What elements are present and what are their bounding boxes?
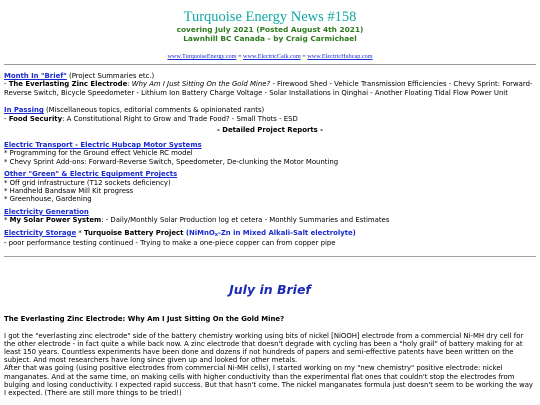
other-green-section xyxy=(4,170,536,204)
in-passing-link[interactable]: In Passing xyxy=(4,106,44,115)
link-separator: = xyxy=(237,53,242,60)
site-links xyxy=(4,53,536,61)
other-green-link[interactable]: Other "Green" & Electric Equipment Projects xyxy=(4,170,178,179)
section-divider xyxy=(4,256,536,257)
electric-transport-section xyxy=(4,141,536,166)
battery-topics: - poor performance testing continued - Trying to make a one-piece copper can from copper pipe xyxy=(4,239,336,248)
in-passing-topics: : A Constitutional Right to Grow and Trade Food? - Small Thots - ESD xyxy=(62,114,298,123)
zinc-electrode-title: The Everlasting Zinc Electrode xyxy=(8,80,128,89)
month-in-brief-desc: (Project Summaries etc.) xyxy=(66,72,155,80)
in-passing-desc: (Miscellaneous topics, editorial comments & opinionated rants) xyxy=(43,106,265,115)
list-dash: - xyxy=(4,114,9,123)
in-passing-section xyxy=(4,106,536,123)
electricity-generation-section xyxy=(4,208,536,225)
month-topics: - Firewood Shed - Vehicle Transmission Efficiencies - Chevy Sprint: Forward-Reverse Switch, Bicycle Speedometer - Lithium Ion Battery Charge Voltage - Solar Installations in Qinghai - Another Floating Tidal Flow Power Unit xyxy=(4,80,533,97)
link-separator: = xyxy=(302,53,306,60)
battery-chemistry-subscript: x xyxy=(214,231,218,238)
list-item: * Chevy Sprint Add-ons: Forward-Reverse Switch, Speedometer, De-clunking the Motor Mounting xyxy=(4,157,339,166)
battery-chemistry-b: -Zn in Mixed Alkali-Salt electrolyte) xyxy=(217,228,356,237)
list-item: * Handheld Bandsaw Mill Kit progress xyxy=(4,187,134,196)
article-paragraph: After that was going (using positive electrodes from commercial Ni-MH cells), I started working on my "new chemistry" positive electrode: nickel manganates. And at the same time, on making cells with higher conductivity than the experimental flat ones that couldn't stop the electrodes from bulging and losing conductivity. I expected rapid success. But that hasn't come. The nickel manganates formula just doesn't seem to be working the way I expected. (There are still more things to be tried!) xyxy=(4,364,533,397)
article-paragraph: I got the "everlasting zinc electrode" side of the battery chemistry working using bits of nickel [NiOOH] electrode from a commercial Ni-MH dry cell for the other electrode - in fact quite a while back now. A zinc electrode that doesn't degrade with cycling has been a "holy grail" of battery making for at least 150 years. Countless experiments have been done and dozens if not hundreds of papers and semi-effective patents have been written on the subject. And most researchers have long since given up and looked for other metals. xyxy=(4,331,524,365)
newsletter-title: Turquoise Energy News #158 xyxy=(183,9,357,25)
electricity-generation-link[interactable]: Electricity Generation xyxy=(4,207,89,216)
star: * xyxy=(76,228,84,237)
newsletter-page xyxy=(4,0,536,397)
electric-transport-link[interactable]: Electric Transport - Electric Hubcap Motor Systems xyxy=(4,141,202,150)
star: * xyxy=(4,216,10,225)
month-in-brief-link[interactable]: Month In "Brief" xyxy=(4,72,67,80)
july-in-brief-heading: July in Brief xyxy=(229,281,311,297)
list-item: * Programming for the Ground effect Vehicle RC model xyxy=(4,149,193,158)
electricity-storage-link[interactable]: Electricity Storage xyxy=(4,228,77,237)
colon: : xyxy=(127,80,132,89)
link-electric-hubcap[interactable]: www.ElectricHubcap.com xyxy=(307,53,373,60)
list-dash: - xyxy=(4,80,9,89)
battery-chemistry-a: (NiMnO xyxy=(185,228,215,237)
link-electric-caik[interactable]: www.ElectricCaik.com xyxy=(243,53,301,60)
location-author: Lawnhill BC Canada - by Craig Carmichael xyxy=(183,34,357,43)
article-title: The Everlasting Zinc Electrode: Why Am I Just Sitting On the Gold Mine? xyxy=(4,314,285,323)
food-security-title: Food Security xyxy=(8,114,63,123)
zinc-electrode-subtitle: Why Am I Just Sitting On the Gold Mine? xyxy=(131,80,271,89)
solar-system-title: My Solar Power System xyxy=(9,216,102,225)
list-item: * Greenhouse, Gardening xyxy=(4,195,92,204)
detailed-reports-heading: - Detailed Project Reports - xyxy=(216,126,324,135)
battery-project-title: Turquoise Battery Project xyxy=(84,228,186,237)
solar-topics: : - Daily/Monthly Solar Production log et cetera - Monthly Summaries and Estimates xyxy=(101,216,390,225)
electricity-storage-section xyxy=(4,229,536,248)
list-item: * Off grid infrastructure (T12 sockets deficiency) xyxy=(4,178,171,187)
link-turquoise-energy[interactable]: www.TurquoiseEnergy.com xyxy=(167,53,237,60)
month-in-brief-section xyxy=(4,72,536,97)
header-divider xyxy=(4,64,536,65)
covering-date: covering July 2021 (Posted August 4th 2021) xyxy=(176,25,364,34)
